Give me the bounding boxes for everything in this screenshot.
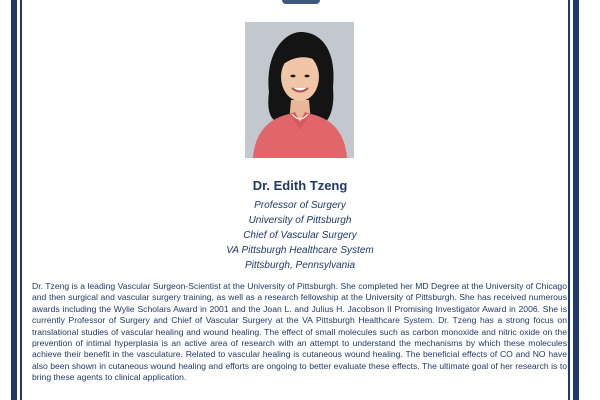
speaker-organization: VA Pittsburgh Healthcare System — [226, 245, 374, 256]
speaker-title: Professor of Surgery — [254, 200, 346, 211]
top-decoration — [282, 0, 320, 4]
speaker-portrait — [245, 22, 354, 158]
speaker-role: Chief of Vascular Surgery — [243, 230, 357, 241]
speaker-location: Pittsburgh, Pennsylvania — [244, 260, 356, 271]
speaker-bio: Dr. Tzeng is a leading Vascular Surgeon-Scientist at the University of Pittsburgh. She completed her MD Degree at the University of Chicago and then surgical and vascular surgery training, as well as a research fellowship at the University of Pittsburgh. She has received numerous awards including the Wylie Scholars Award in 2001 and the Joan L. and Julius H. Jacobson II Promising Investigator Award in 2006. She is currently Professor of Surgery and Chief of Vascular Surgery at the VA Pittsburgh Healthcare System. Dr. Tzeng has a strong focus on translational studies of vascular healing and wound healing. The effect of small molecules such as carbon monoxide and nitric oxide on the prevention of intimal hyperplasia is an active area of research with an attempt to understand the mechanisms by which these molecules achieve their benefit in the vasculature. Related to vascular healing is cutaneous wound healing. The beneficial effects of CO and NO have also been shown in cutaneous wound healing and efforts are ongoing to better evaluate these effects. The ultimate goal of her research is to bring these agents to clinical application. — [32, 281, 567, 383]
speaker-name: Dr. Edith Tzeng — [252, 178, 348, 193]
speaker-info — [0, 178, 600, 273]
speaker-institution: University of Pittsburgh — [248, 215, 352, 226]
portrait-image — [245, 22, 354, 158]
